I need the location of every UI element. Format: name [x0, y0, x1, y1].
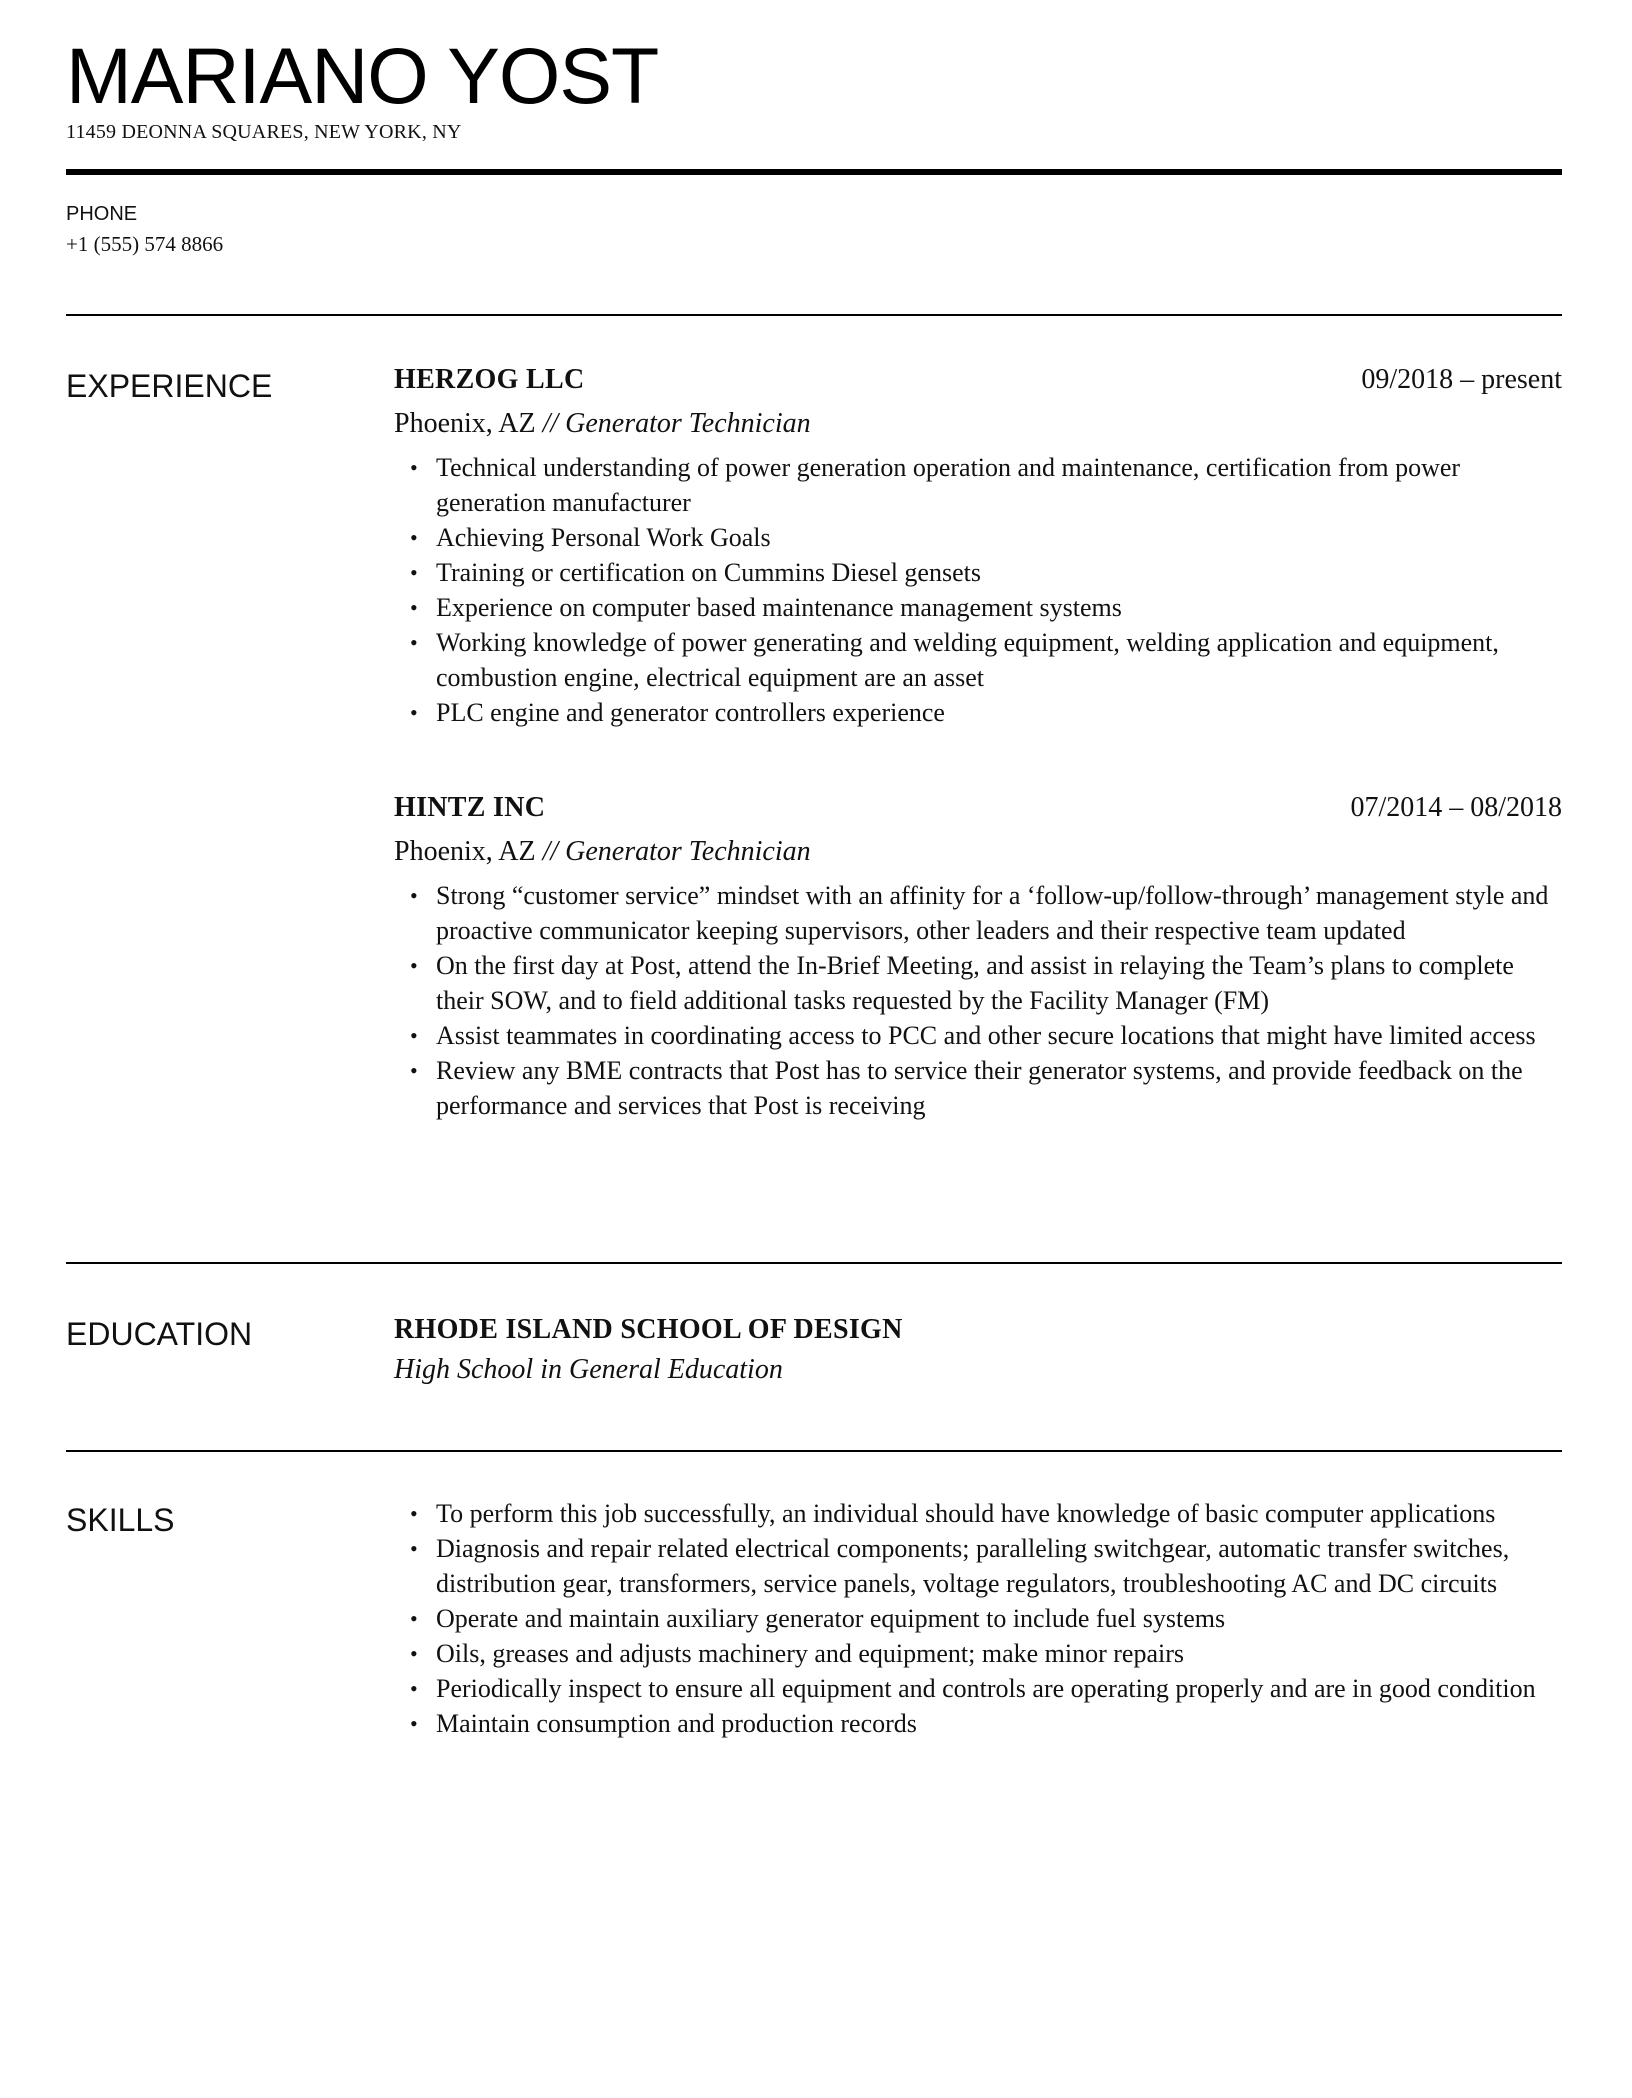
list-item: • Maintain consumption and production records — [436, 1706, 1562, 1741]
education-entry — [394, 1310, 1562, 1390]
job-entry — [394, 792, 1562, 1123]
list-item: • Assist teammates in coordinating access to PCC and other secure locations that might have limited access — [436, 1018, 1562, 1053]
list-item: • PLC engine and generator controllers experience — [436, 695, 1562, 730]
list-item: • Experience on computer based maintenance management systems — [436, 590, 1562, 625]
phone-value: +1 (555) 574 8866 — [66, 232, 224, 256]
experience-heading: EXPERIENCE — [66, 368, 273, 404]
job-title: Generator Technician — [565, 836, 811, 867]
section-divider-experience — [66, 314, 1562, 316]
education-school: RHODE ISLAND SCHOOL OF DESIGN — [394, 1314, 903, 1345]
job-dates: 09/2018 – present — [1361, 364, 1562, 395]
list-item: • Technical understanding of power generation operation and maintenance, certification from power generation manufacturer — [436, 450, 1562, 520]
candidate-name: MARIANO YOST — [66, 31, 659, 120]
list-item: • Review any BME contracts that Post has to service their generator systems, and provide feedback on the performance and services that Post is receiving — [436, 1053, 1562, 1123]
job-title: Generator Technician — [565, 408, 811, 439]
job-dates: 07/2014 – 08/2018 — [1350, 792, 1562, 823]
job-company: HINTZ INC — [394, 792, 546, 823]
phone-label: PHONE — [66, 203, 138, 225]
list-item: • Achieving Personal Work Goals — [436, 520, 1562, 555]
job-separator: // — [535, 408, 566, 439]
list-item: • To perform this job successfully, an individual should have knowledge of basic computer applications — [436, 1496, 1562, 1531]
section-divider-skills — [66, 1450, 1562, 1452]
skills-heading: SKILLS — [66, 1502, 175, 1538]
list-item: • On the first day at Post, attend the In-Brief Meeting, and assist in relaying the Team’s plans to complete their SOW, and to field additional tasks requested by the Facility Manager (FM) — [436, 948, 1562, 1018]
section-divider-education — [66, 1262, 1562, 1264]
job-location-line — [394, 404, 1562, 444]
list-item: • Periodically inspect to ensure all equipment and controls are operating properly and are in good condition — [436, 1671, 1562, 1706]
job-entry — [394, 364, 1562, 730]
list-item: • Strong “customer service” mindset with an affinity for a ‘follow-up/follow-through’ management style and proactive communicator keeping supervisors, other leaders and their respective team updated — [436, 878, 1562, 948]
job-location-line — [394, 832, 1562, 872]
job-separator: // — [535, 836, 566, 867]
list-item: • Working knowledge of power generating and welding equipment, welding application and equipment, combustion engine, electrical equipment are an asset — [436, 625, 1562, 695]
job-bullets — [394, 450, 1562, 730]
job-company: HERZOG LLC — [394, 364, 585, 395]
list-item: • Training or certification on Cummins Diesel gensets — [436, 555, 1562, 590]
job-bullets — [394, 878, 1562, 1123]
candidate-address: 11459 DEONNA SQUARES, NEW YORK, NY — [66, 121, 462, 143]
education-degree: High School in General Education — [394, 1354, 783, 1385]
list-item: • Diagnosis and repair related electrical components; paralleling switchgear, automatic transfer switches, distribution gear, transformers, service panels, voltage regulators, troubleshooting AC and DC circuits — [436, 1531, 1562, 1601]
skills-list — [394, 1496, 1562, 1741]
job-location: Phoenix, AZ — [394, 408, 536, 439]
job-location: Phoenix, AZ — [394, 836, 536, 867]
list-item: • Operate and maintain auxiliary generator equipment to include fuel systems — [436, 1601, 1562, 1636]
skills-entry — [394, 1496, 1562, 1741]
education-heading: EDUCATION — [66, 1316, 253, 1352]
list-item: • Oils, greases and adjusts machinery and equipment; make minor repairs — [436, 1636, 1562, 1671]
header-divider — [66, 169, 1562, 175]
